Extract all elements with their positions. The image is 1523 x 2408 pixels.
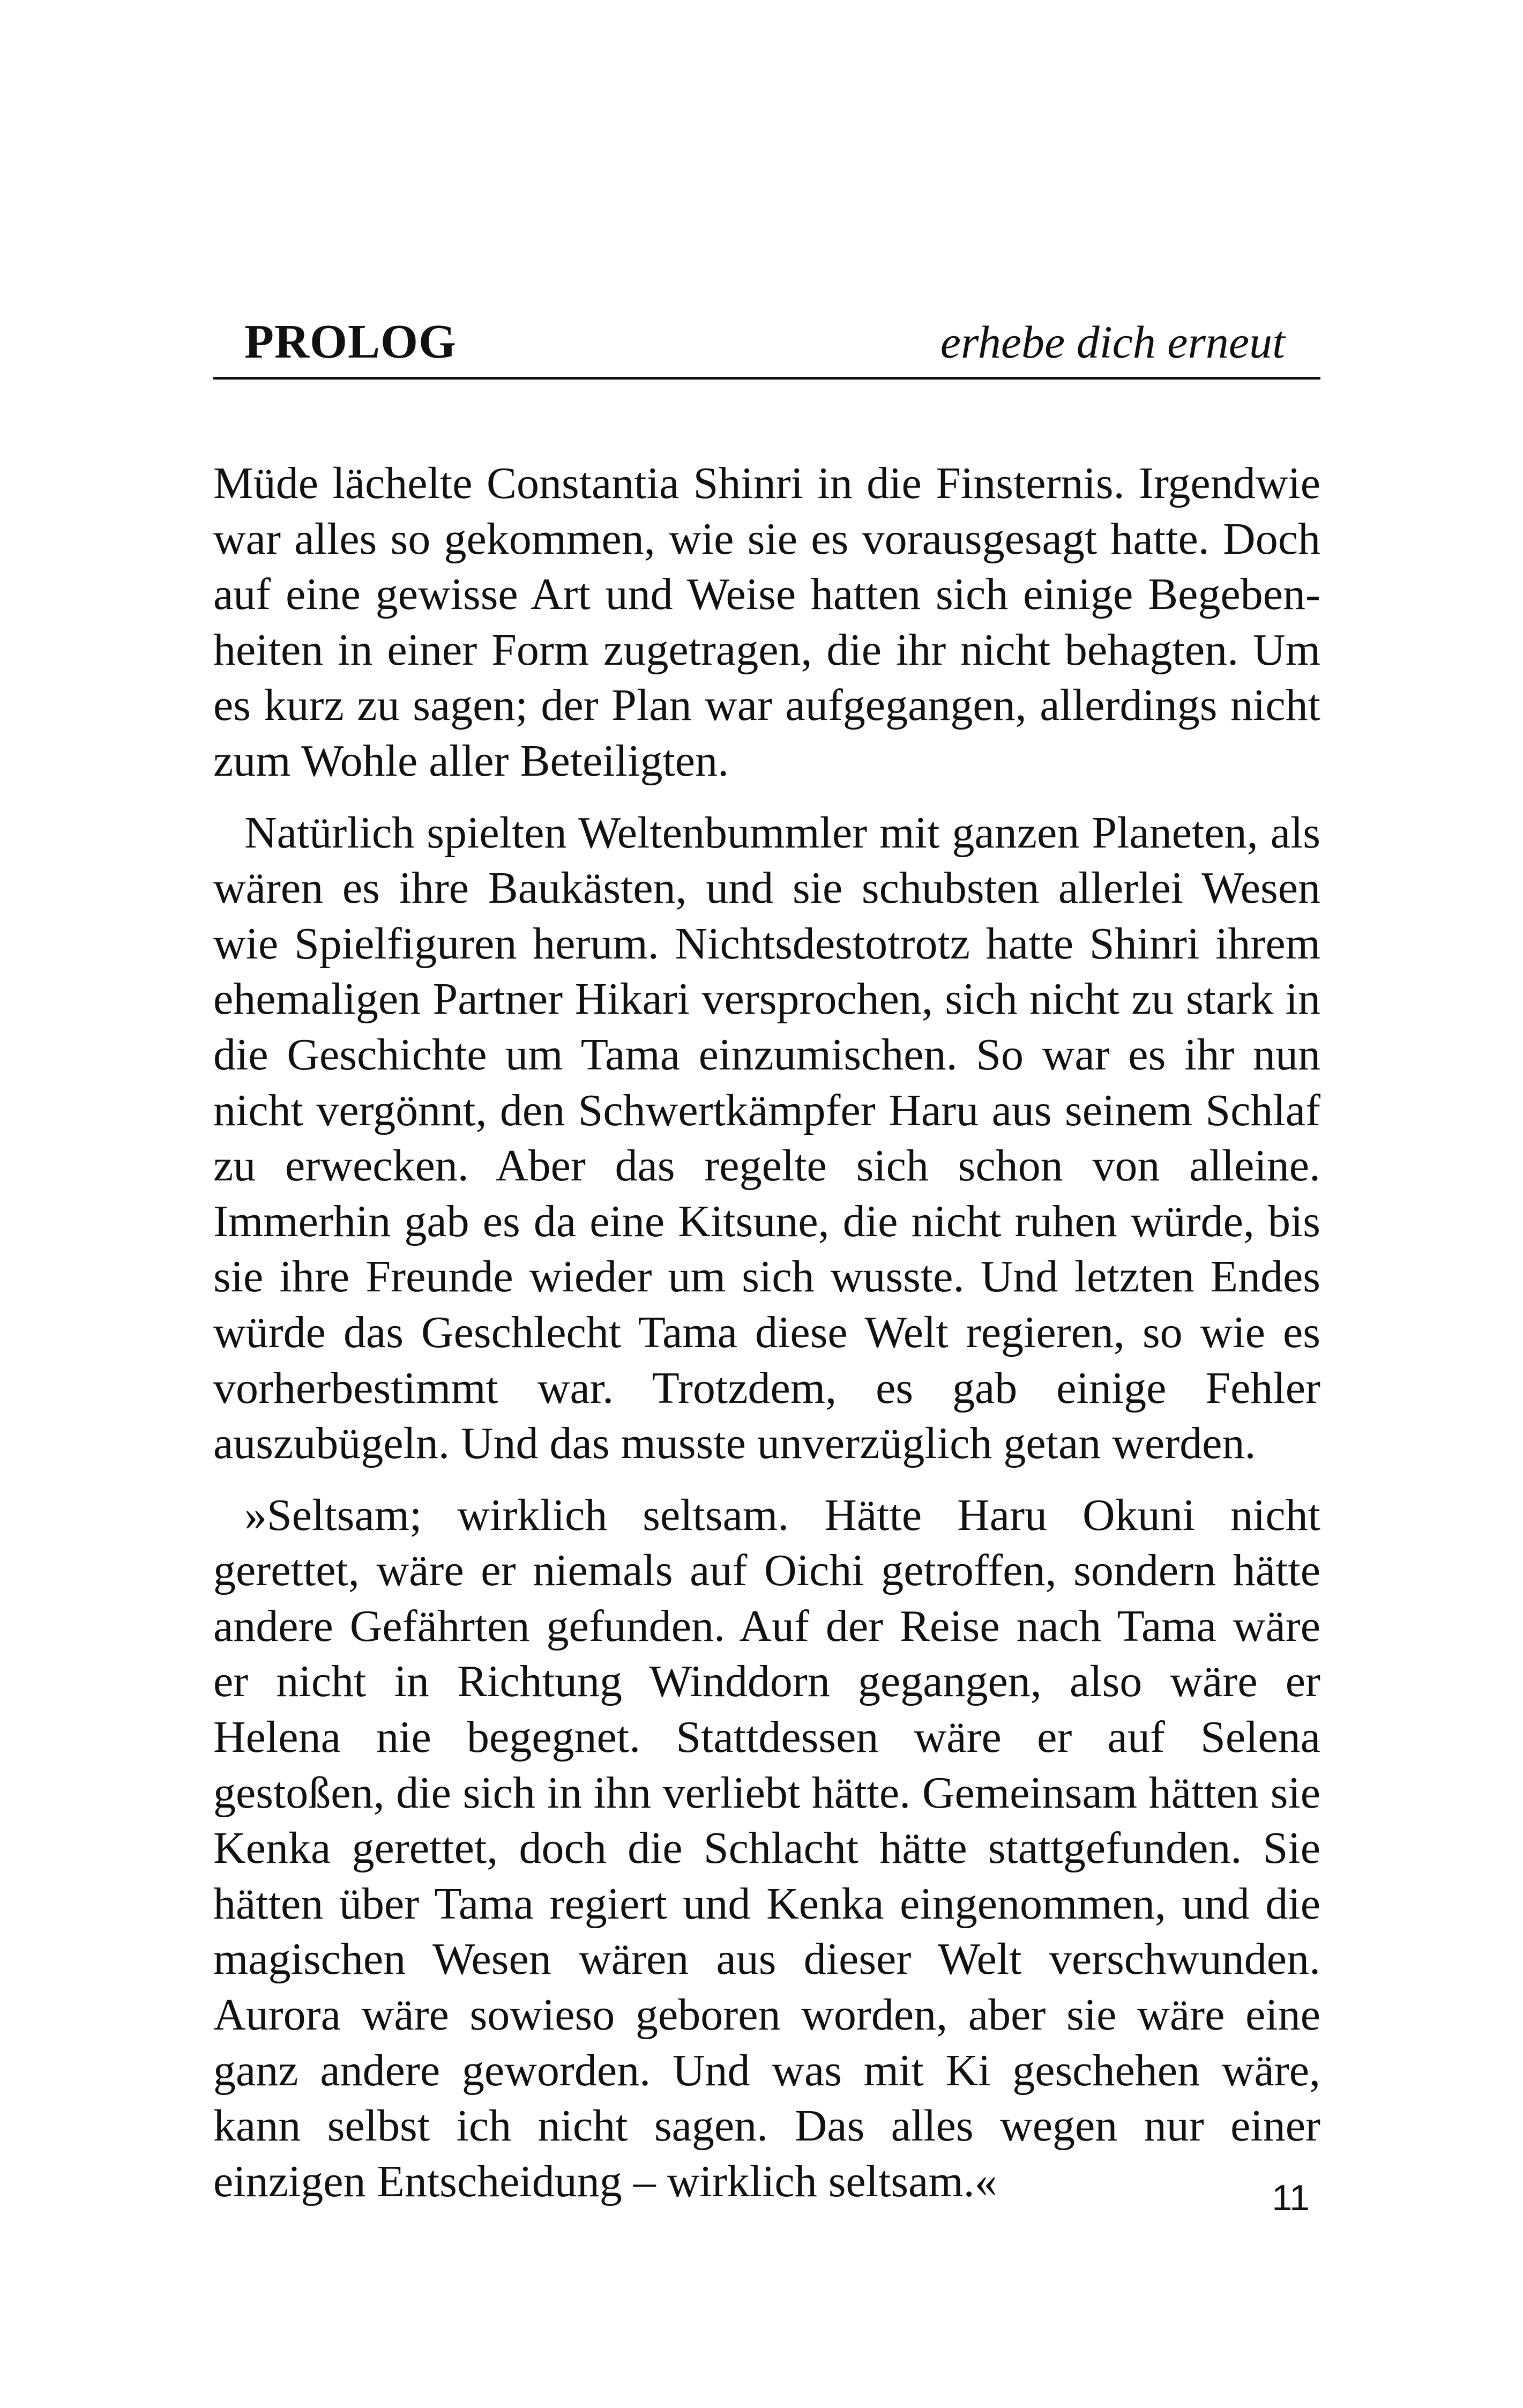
- paragraph-3: »Seltsam; wirklich seltsam. Hätte Haru Okuni nicht gerettet, wäre er niemals auf Oichi getroffen, sondern hätte andere Gefährten gefunden. Auf der Reise nach Tama wäre er nicht in Richtung Winddorn gegangen, also wäre er Helena nie begegnet. Stattdessen wäre er auf Selena gestoßen, die sich in ihn verliebt hätte. Gemeinsam hätten sie Kenka gerettet, doch die Schlacht hätte stattgefunden. Sie hätten über Tama regiert und Kenka eingenommen, und die magischen Wesen wären aus dieser Welt verschwunden. Aurora wäre sowieso geboren worden, aber sie wäre eine ganz andere geworden. Und was mit Ki geschehen wäre, kann selbst ich nicht sagen. Das alles wegen nur einer einzigen Entscheidung – wirklich seltsam.«: [213, 1490, 1320, 2206]
- chapter-subtitle: erhebe dich erneut: [940, 316, 1285, 368]
- body-text: [213, 456, 1320, 2225]
- chapter-title: PROLOG: [244, 315, 457, 368]
- running-header: [213, 300, 1320, 380]
- paragraph-1: Müde lächelte Constantia Shinri in die Finsternis. Irgendwie war alles so gekommen, wie sie es vorausgesagt hatte. Doch auf eine gewisse Art und Weise hatten sich einige Begebenheiten in einer Form zugetragen, die ihr nicht behagten. Um es kurz zu sagen; der Plan war aufgegangen, allerdings nicht zum Wohle aller Beteiligten.: [213, 458, 1320, 786]
- page-number: 11: [1272, 2177, 1310, 2218]
- paragraph-2: Natürlich spielten Weltenbummler mit ganzen Planeten, als wären es ihre Baukästen, und sie schubsten allerlei Wesen wie Spielfiguren herum. Nichtsdestotrotz hatte Shinri ihrem ehemaligen Partner Hikari versprochen, sich nicht zu stark in die Geschichte um Tama einzumischen. So war es ihr nun nicht vergönnt, den Schwertkämpfer Haru aus seinem Schlaf zu erwecken. Aber das regelte sich schon von alleine. Immerhin gab es da eine Kitsune, die nicht ruhen würde, bis sie ihre Freunde wieder um sich wusste. Und letzten Endes würde das Geschlecht Tama diese Welt regieren, so wie es vorherbestimmt war. Trotzdem, es gab einige Fehler auszubügeln. Und das musste unverzüglich getan werden.: [213, 807, 1320, 1469]
